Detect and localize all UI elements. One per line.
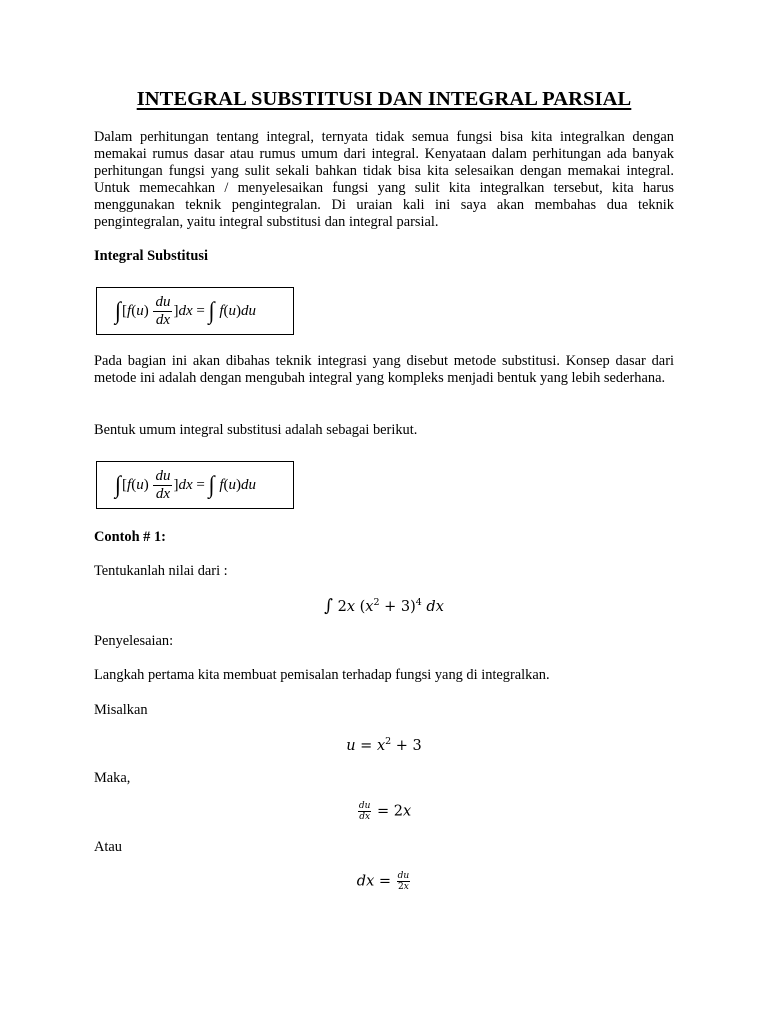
section-heading-integral-substitusi: Integral Substitusi (94, 248, 208, 264)
formula-substitution-general: ∫ [ f ( u ) $\frac{du}{dx}$ ] dx = ∫ f ( u ) du (115, 293, 257, 328)
step1-text: Langkah pertama kita membuat pemisalan terhadap fungsi yang di integralkan. (94, 667, 550, 683)
derivative-du-dx: $\frac{du}{dx}$ = 2x (358, 801, 412, 822)
atau-label: Atau (94, 839, 122, 855)
misalkan-label: Misalkan (94, 702, 148, 718)
integral-expression: ∫ 2x $(x^2 + 3)^4$ dx (324, 596, 444, 616)
task-text: Tentukanlah nilai dari : (94, 563, 228, 579)
method-paragraph: Pada bagian ini akan dibahas teknik integrasi yang disebut metode substitusi. Konsep dasar dari metode ini adalah dengan mengubah integral yang kompleks menjadi bentuk yang lebih sederhana. (94, 353, 674, 387)
solution-label: Penyelesaian: (94, 633, 174, 649)
page-title: INTEGRAL SUBSTITUSI DAN INTEGRAL PARSIAL (136, 88, 632, 110)
formula-box-1 (96, 287, 294, 335)
substitution-u: $u = x^2 + 3$ (346, 736, 422, 754)
intro-paragraph: Dalam perhitungan tentang integral, ternyata tidak semua fungsi bisa kita integralkan dengan memakai rumus dasar atau rumus umum dari integral. Kenyataan dalam perhitungan ada banyak perhitungan fungsi yang sulit sekali bahkan tidak bisa kita selesaikan dengan memakai integral. Untuk memecahkan / menyelesaikan fungsi yang sulit kita integralkan tersebut, kita harus menggunakan teknik pengintegralan. Di uraian kali ini saya akan membahas dua teknik pengintegralan, yaitu integral substitusi dan integral parsial. (94, 129, 674, 231)
formula-substitution-general-2: ∫ [ f ( u ) $\frac{du}{dx}$ ] dx = ∫ f ( u ) du (115, 467, 257, 502)
general-form-text: Bentuk umum integral substitusi adalah sebagai berikut. (94, 422, 418, 438)
formula-box-2 (96, 461, 294, 509)
example-heading: Contoh # 1: (94, 529, 166, 545)
dx-expression: dx = $\frac{du}{2x}$ (356, 871, 410, 892)
maka-label: Maka, (94, 770, 131, 786)
